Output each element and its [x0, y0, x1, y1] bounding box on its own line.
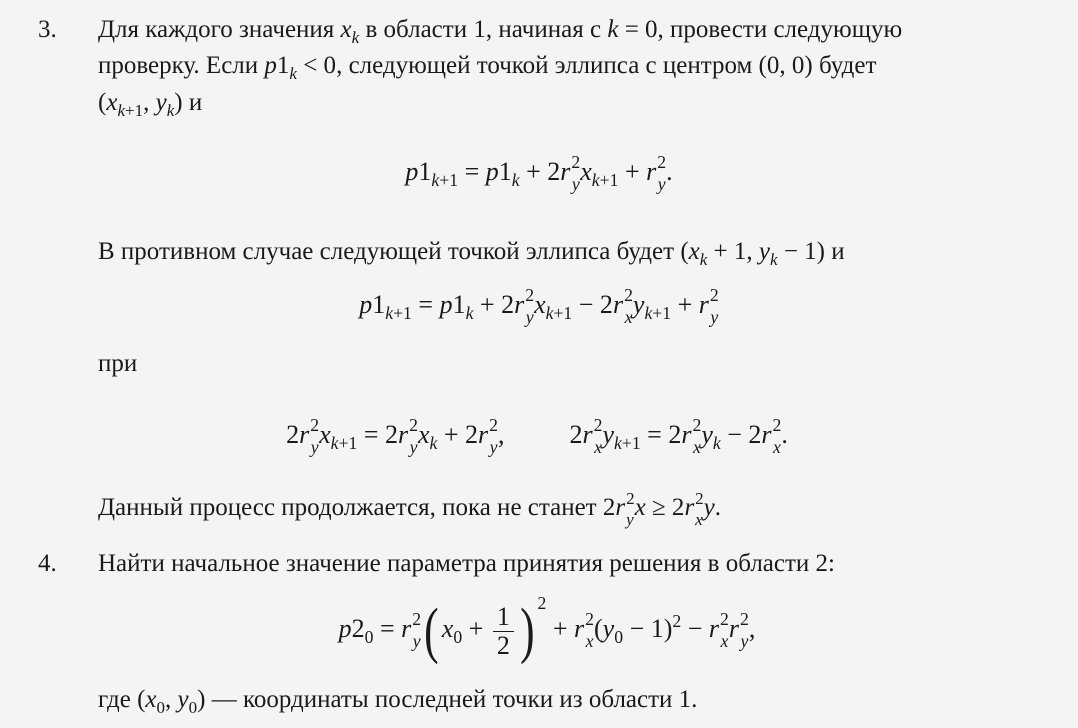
continue-text: Данный процесс продолжается, пока не станет 2r 2 y x ≥ 2r 2 x y. [98, 489, 722, 530]
where-text: где ($x_0$, $y_0$) — координаты последней точки из области 1. [98, 686, 698, 717]
equation-p2-initial: $p2_0 = r$ 2 y ( $x_0$ + $\frac{1}{2}$ ) $^2$ + r 2 x $(y_0 - 1)^2 - r$ 2 x r 2 y , [338, 592, 756, 665]
equation-p1-case-1: $p1_{k+1} = p1_k + 2r$ 2 y $x_{k+1} + r$ 2 y . [405, 152, 673, 195]
step-number: 3. [38, 16, 57, 43]
step-3-line-3: ($x_{k+1}$, $y_k$) и [98, 89, 203, 120]
pri-text: при [98, 350, 138, 377]
step-number: 4. [38, 550, 57, 577]
else-text: В противном случае следующей точкой эллипса будет ($x_k + 1$, $y_k - 1$) и [98, 238, 845, 269]
step-3-line-1: Для каждого значения $x_k$ в области 1, начиная с k = 0, провести следующую [98, 16, 903, 47]
step-4-line-1: Найти начальное значение параметра принятия решения в области 2: [98, 550, 835, 577]
equation-p1-case-2: $p1_{k+1} = p1_k + 2r$ 2 y $x_{k+1} - 2r$ 2 x $y_{k+1} + r$ 2 y [359, 285, 719, 328]
equation-increments: 2r 2 y $x_{k+1} = 2r$ 2 y $x_k + 2r$ 2 y , 2r 2 x $y_{k+1} = 2r$ 2 x $y_k - 2r$ 2 x . [286, 415, 788, 458]
step-3-line-2: проверку. Если $p1_k < 0$, следующей точкой эллипса с центром (0, 0) будет [98, 52, 877, 83]
